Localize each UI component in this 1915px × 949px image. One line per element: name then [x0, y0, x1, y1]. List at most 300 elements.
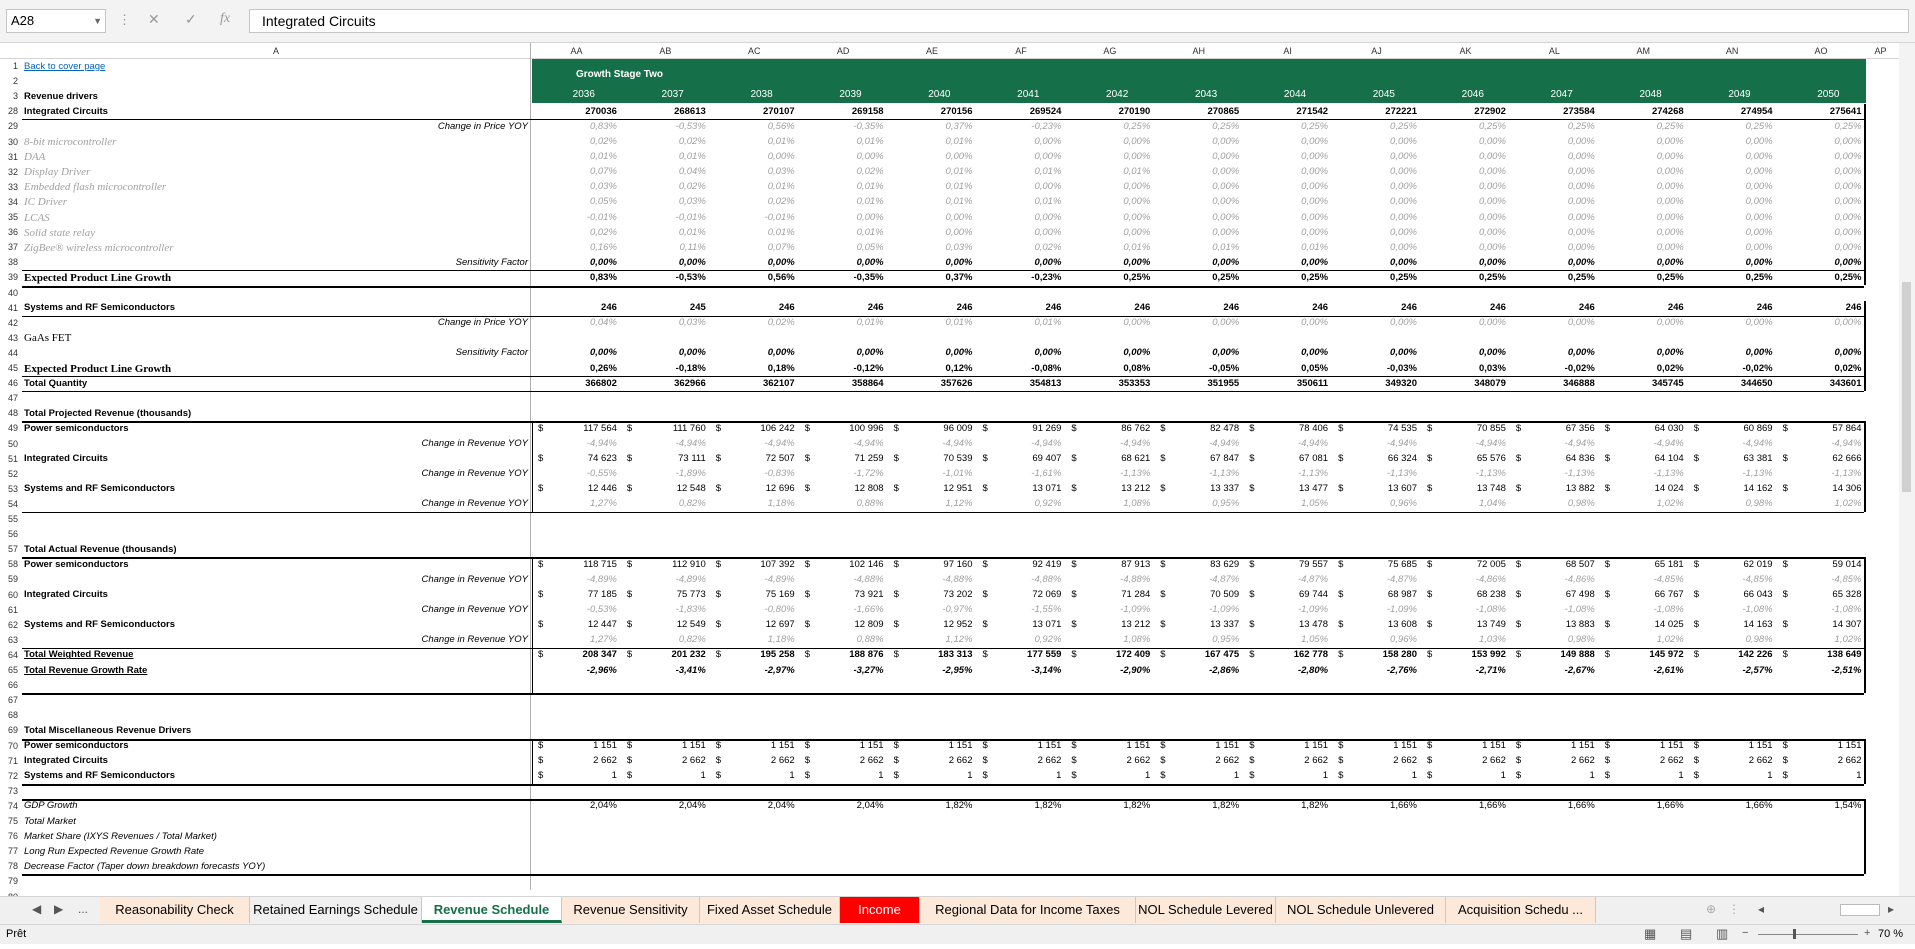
cell-r61-4[interactable]: -0,97% — [942, 604, 973, 616]
cell-r28-5[interactable]: 269524 — [1029, 105, 1062, 117]
cell-r36-9[interactable]: 0,00% — [1390, 211, 1417, 223]
cell-r60-6[interactable]: 71 284 — [1121, 589, 1151, 600]
cell-r37-8[interactable]: 0,00% — [1301, 226, 1329, 238]
row-header[interactable]: 34 — [7, 196, 18, 207]
worksheet-grid[interactable] — [22, 59, 1915, 890]
cell-r45-12[interactable]: 0,02% — [1656, 362, 1684, 374]
cell-r49-11[interactable]: 67 356 — [1565, 422, 1595, 434]
cell-r72-3[interactable]: 1 — [878, 770, 884, 782]
cell-r63-5[interactable]: 0,92% — [1034, 634, 1062, 646]
cell-r28-7[interactable]: 270865 — [1207, 105, 1240, 117]
column-header-ab[interactable]: AB — [659, 46, 672, 56]
cell-r43-6[interactable]: 0,00% — [1123, 317, 1151, 329]
row-header[interactable]: 41 — [7, 302, 18, 313]
enter-icon[interactable]: ✓ — [185, 11, 197, 27]
cell-r34-14[interactable]: 0,00% — [1834, 181, 1862, 193]
cell-r28-6[interactable]: 270190 — [1118, 105, 1151, 117]
cell-r36-13[interactable]: 0,00% — [1745, 211, 1773, 223]
row-header[interactable]: 29 — [7, 121, 18, 132]
row-header[interactable]: 38 — [7, 257, 18, 268]
cell-r31-2[interactable]: 0,01% — [767, 136, 795, 147]
cell-r71-0[interactable]: 2 662 — [593, 755, 617, 767]
cell-r50-2[interactable]: -4,94% — [764, 438, 795, 449]
cell-r52-6[interactable]: -1,13% — [1120, 468, 1151, 480]
row-header[interactable]: 79 — [7, 876, 18, 887]
tabs-more-icon[interactable]: ⋮ — [1728, 902, 1740, 916]
cell-r45-1[interactable]: -0,18% — [675, 362, 706, 374]
cell-r52-10[interactable]: -1,13% — [1475, 468, 1506, 480]
cell-r72-5[interactable]: 1 — [1056, 770, 1062, 782]
cell-r63-8[interactable]: 1,05% — [1301, 634, 1329, 646]
cell-r46-8[interactable]: 350611 — [1296, 377, 1329, 389]
cell-r65-10[interactable]: -2,71% — [1475, 664, 1506, 676]
cell-r58-4[interactable]: 97 160 — [943, 558, 973, 570]
sheet-tab[interactable]: Revenue Sensitivity — [562, 897, 700, 923]
cell-r53-11[interactable]: 13 882 — [1565, 483, 1595, 495]
cell-r60-4[interactable]: 73 202 — [943, 589, 973, 600]
sheet-tab[interactable]: Reasonability Check — [100, 897, 250, 923]
cell-r34-2[interactable]: 0,01% — [767, 181, 795, 193]
cell-r50-11[interactable]: -4,94% — [1564, 438, 1595, 449]
cell-r44-5[interactable]: 0,00% — [1034, 347, 1062, 359]
cell-r44-1[interactable]: 0,00% — [678, 347, 706, 359]
cell-r59-5[interactable]: -4,88% — [1031, 573, 1062, 585]
cell-r64-12[interactable]: 145 972 — [1649, 649, 1684, 661]
cell-r31-6[interactable]: 0,00% — [1123, 136, 1151, 147]
cell-r30-7[interactable]: 0,25% — [1212, 120, 1240, 132]
cell-r71-11[interactable]: 2 662 — [1571, 755, 1595, 767]
sheet-tab[interactable]: NOL Schedule Unlevered — [1276, 897, 1446, 923]
cell-r51-4[interactable]: 70 539 — [943, 453, 973, 465]
cell-r39-13[interactable]: 0,25% — [1745, 271, 1773, 283]
cell-r58-14[interactable]: 59 014 — [1832, 558, 1862, 570]
cell-r54-11[interactable]: 0,98% — [1567, 498, 1595, 510]
cell-r35-3[interactable]: 0,01% — [856, 196, 884, 208]
cell-r43-10[interactable]: 0,00% — [1478, 317, 1506, 329]
sheet-tab[interactable]: Acquisition Schedu ... — [1446, 897, 1596, 923]
cell-r34-6[interactable]: 0,00% — [1123, 181, 1151, 193]
cell-r49-13[interactable]: 60 869 — [1743, 422, 1773, 434]
cell-r33-11[interactable]: 0,00% — [1567, 166, 1595, 178]
cell-r41-9[interactable]: 246 — [1401, 302, 1417, 314]
sheet-tab[interactable]: Income — [840, 897, 920, 923]
cell-r30-4[interactable]: 0,37% — [945, 120, 973, 132]
cell-r44-14[interactable]: 0,00% — [1834, 347, 1862, 359]
cell-r60-10[interactable]: 68 238 — [1476, 589, 1506, 600]
zoom-out-icon[interactable]: − — [1742, 927, 1749, 939]
cell-r45-8[interactable]: 0,05% — [1301, 362, 1329, 374]
cell-r36-7[interactable]: 0,00% — [1212, 211, 1240, 223]
row-header[interactable]: 35 — [7, 212, 18, 222]
cell-r32-14[interactable]: 0,00% — [1834, 151, 1862, 163]
cell-r46-6[interactable]: 353353 — [1118, 377, 1151, 389]
cell-r50-14[interactable]: -4,94% — [1831, 438, 1862, 449]
cell-r51-12[interactable]: 64 104 — [1654, 453, 1684, 465]
cell-r70-11[interactable]: 1 151 — [1571, 740, 1595, 751]
cell-r38-3[interactable]: 0,00% — [856, 256, 884, 268]
cell-r70-10[interactable]: 1 151 — [1482, 740, 1506, 751]
cell-r34-7[interactable]: 0,00% — [1212, 181, 1240, 193]
cell-r59-0[interactable]: -4,89% — [586, 573, 617, 585]
cell-r36-8[interactable]: 0,00% — [1301, 211, 1329, 223]
cell-r36-6[interactable]: 0,00% — [1123, 211, 1151, 223]
cell-r65-9[interactable]: -2,76% — [1386, 664, 1417, 676]
cell-r49-2[interactable]: 106 242 — [760, 422, 795, 434]
cell-r37b-8[interactable]: 0,01% — [1301, 241, 1329, 253]
row-header[interactable]: 47 — [7, 393, 18, 404]
cell-r37b-7[interactable]: 0,01% — [1212, 241, 1240, 253]
cell-r46-12[interactable]: 345745 — [1651, 377, 1684, 389]
row-header[interactable]: 30 — [7, 136, 18, 147]
cell-r59-3[interactable]: -4,88% — [853, 573, 884, 585]
cell-r54-0[interactable]: 1,27% — [589, 498, 617, 510]
cell-r60-14[interactable]: 65 328 — [1832, 589, 1862, 600]
cell-r61-3[interactable]: -1,66% — [853, 604, 884, 616]
cell-r31-12[interactable]: 0,00% — [1656, 136, 1684, 147]
cell-r64-0[interactable]: 208 347 — [582, 649, 617, 661]
cell-r49-5[interactable]: 91 269 — [1032, 422, 1062, 434]
cell-r44-7[interactable]: 0,00% — [1212, 347, 1240, 359]
normal-view-icon[interactable]: ▦ — [1644, 926, 1657, 941]
cell-r65-8[interactable]: -2,80% — [1297, 664, 1329, 676]
cell-r37b-10[interactable]: 0,00% — [1478, 241, 1506, 253]
cell-r32-3[interactable]: 0,00% — [856, 151, 884, 163]
cell-r71-2[interactable]: 2 662 — [770, 755, 795, 767]
row-header[interactable]: 36 — [7, 227, 18, 238]
row-header[interactable]: 54 — [7, 498, 18, 509]
cell-r41-7[interactable]: 246 — [1223, 302, 1240, 314]
cell-r62-4[interactable]: 12 952 — [943, 619, 973, 631]
cell-r33-6[interactable]: 0,01% — [1123, 166, 1151, 178]
cell-r37b-12[interactable]: 0,00% — [1656, 241, 1684, 253]
cell-r50-5[interactable]: -4,94% — [1031, 438, 1062, 449]
cell-r50-1[interactable]: -4,94% — [675, 438, 706, 449]
cell-r74-7[interactable]: 1,82% — [1212, 800, 1240, 812]
column-header-a[interactable]: A — [272, 46, 279, 56]
cell-r45-2[interactable]: 0,18% — [767, 362, 795, 374]
cell-r60-11[interactable]: 67 498 — [1565, 589, 1595, 600]
cell-r32-11[interactable]: 0,00% — [1567, 151, 1595, 163]
cancel-icon[interactable]: ✕ — [148, 11, 160, 27]
cell-r31-5[interactable]: 0,00% — [1034, 136, 1062, 147]
cell-r32-10[interactable]: 0,00% — [1478, 151, 1506, 163]
cell-r65-4[interactable]: -2,95% — [942, 664, 973, 676]
cell-r54-13[interactable]: 0,98% — [1745, 498, 1773, 510]
row-header[interactable]: 58 — [7, 559, 18, 570]
cell-r60-12[interactable]: 66 767 — [1654, 589, 1684, 600]
cell-r71-1[interactable]: 2 662 — [682, 755, 706, 767]
cell-r58-9[interactable]: 75 685 — [1387, 558, 1417, 570]
cell-r39-0[interactable]: 0,83% — [589, 271, 617, 283]
cell-r33-0[interactable]: 0,07% — [589, 166, 617, 178]
cell-r41-2[interactable]: 246 — [778, 302, 795, 314]
cell-r34-1[interactable]: 0,02% — [678, 181, 706, 193]
cell-r34-13[interactable]: 0,00% — [1745, 181, 1773, 193]
cell-r54-7[interactable]: 0,95% — [1212, 498, 1240, 510]
cell-r51-10[interactable]: 65 576 — [1476, 453, 1506, 465]
cell-r63-3[interactable]: 0,88% — [856, 634, 884, 646]
zoom-slider-thumb[interactable] — [1793, 929, 1796, 939]
column-header-aj[interactable]: AJ — [1371, 46, 1382, 56]
cell-r58-11[interactable]: 68 507 — [1565, 558, 1595, 570]
cell-r71-13[interactable]: 2 662 — [1748, 755, 1773, 767]
cell-r32-0[interactable]: 0,01% — [589, 151, 617, 163]
cell-r53-4[interactable]: 12 951 — [943, 483, 973, 495]
cell-r37b-1[interactable]: 0,11% — [679, 241, 706, 253]
h-scroll-left-icon[interactable]: ◂ — [1758, 902, 1765, 916]
cell-r64-14[interactable]: 138 649 — [1827, 649, 1862, 661]
tab-more-button[interactable]: ... — [78, 902, 89, 916]
cell-r36-0[interactable]: -0,01% — [586, 211, 617, 223]
cell-r34-3[interactable]: 0,01% — [856, 181, 884, 193]
cell-r53-9[interactable]: 13 607 — [1387, 483, 1417, 495]
cell-r37b-5[interactable]: 0,02% — [1034, 241, 1062, 253]
cell-r38-12[interactable]: 0,00% — [1656, 256, 1684, 268]
column-header-aa[interactable]: AA — [570, 46, 583, 56]
cell-r44-6[interactable]: 0,00% — [1123, 347, 1151, 359]
cell-r49-9[interactable]: 74 535 — [1387, 422, 1417, 434]
cell-r63-9[interactable]: 0,96% — [1390, 634, 1417, 646]
cell-r71-6[interactable]: 2 662 — [1126, 755, 1151, 767]
cell-r58-13[interactable]: 62 019 — [1743, 558, 1773, 570]
cell-r62-1[interactable]: 12 549 — [676, 619, 706, 631]
cell-r52-0[interactable]: -0,55% — [586, 468, 617, 480]
cell-r31-4[interactable]: 0,01% — [945, 136, 973, 147]
cell-r65-6[interactable]: -2,90% — [1120, 664, 1151, 676]
cell-r39-3[interactable]: -0,35% — [853, 271, 884, 283]
cell-r38-6[interactable]: 0,00% — [1123, 256, 1151, 268]
cell-r46-0[interactable]: 366802 — [585, 377, 617, 389]
cell-r46-1[interactable]: 362966 — [674, 377, 706, 389]
cell-r50-8[interactable]: -4,94% — [1297, 438, 1329, 449]
cell-r58-6[interactable]: 87 913 — [1121, 558, 1151, 570]
row-header[interactable]: 74 — [7, 800, 18, 811]
cell-r37-4[interactable]: 0,00% — [945, 226, 973, 238]
cell-r35-6[interactable]: 0,00% — [1123, 196, 1151, 208]
cell-r74-11[interactable]: 1,66% — [1567, 800, 1595, 812]
cell-r60-8[interactable]: 69 744 — [1299, 589, 1329, 600]
cell-r58-1[interactable]: 112 910 — [672, 558, 706, 570]
cell-r31-9[interactable]: 0,00% — [1390, 136, 1417, 147]
cell-r52-8[interactable]: -1,13% — [1297, 468, 1329, 480]
cell-r53-1[interactable]: 12 548 — [676, 483, 706, 495]
cell-r52-4[interactable]: -1,01% — [942, 468, 973, 480]
cell-r45-10[interactable]: 0,03% — [1478, 362, 1506, 374]
cell-r35-11[interactable]: 0,00% — [1567, 196, 1595, 208]
cell-r72-7[interactable]: 1 — [1233, 770, 1240, 782]
cell-r34-8[interactable]: 0,00% — [1301, 181, 1329, 193]
cell-r31-14[interactable]: 0,00% — [1834, 136, 1862, 147]
cell-r64-13[interactable]: 142 226 — [1738, 649, 1773, 661]
cell-r28-11[interactable]: 273584 — [1563, 105, 1595, 117]
zoom-level[interactable]: 70 % — [1878, 928, 1904, 940]
cell-r43-2[interactable]: 0,02% — [767, 317, 795, 329]
row-header[interactable]: 69 — [7, 725, 18, 736]
cell-r43-1[interactable]: 0,03% — [678, 317, 706, 329]
cell-r72-0[interactable]: 1 — [611, 770, 617, 782]
sheet-tab[interactable]: Retained Earnings Schedule — [250, 897, 422, 923]
cell-r52-1[interactable]: -1,89% — [675, 468, 706, 480]
row-header[interactable]: 2 — [12, 76, 18, 87]
cell-r44-3[interactable]: 0,00% — [856, 347, 884, 359]
row-header[interactable]: 55 — [7, 514, 18, 524]
cell-r35-13[interactable]: 0,00% — [1745, 196, 1773, 208]
cell-r60-13[interactable]: 66 043 — [1743, 589, 1773, 600]
cell-r39-8[interactable]: 0,25% — [1301, 271, 1329, 283]
cell-r28-1[interactable]: 268613 — [674, 105, 706, 117]
cell-r39-11[interactable]: 0,25% — [1567, 271, 1595, 283]
cell-r59-9[interactable]: -4,87% — [1386, 573, 1417, 585]
cell-r38-14[interactable]: 0,00% — [1834, 256, 1862, 268]
cell-r28-2[interactable]: 270107 — [762, 105, 795, 117]
cell-r65-11[interactable]: -2,67% — [1564, 664, 1595, 676]
row-header[interactable]: 43 — [7, 332, 18, 343]
cell-r61-12[interactable]: -1,08% — [1653, 604, 1684, 616]
cell-r28-4[interactable]: 270156 — [940, 105, 973, 117]
row-header[interactable]: 32 — [7, 166, 18, 177]
back-to-cover-link[interactable]: Back to cover page — [24, 60, 106, 72]
row-header[interactable]: 73 — [7, 785, 18, 796]
cell-r39-6[interactable]: 0,25% — [1123, 271, 1151, 283]
column-header-ap[interactable]: AP — [1874, 46, 1887, 56]
row-header[interactable]: 45 — [7, 363, 18, 373]
cell-r37b-3[interactable]: 0,05% — [856, 241, 884, 253]
cell-r59-6[interactable]: -4,88% — [1120, 573, 1151, 585]
row-header[interactable]: 62 — [7, 619, 18, 630]
cell-r32-5[interactable]: 0,00% — [1034, 151, 1062, 163]
cell-r53-6[interactable]: 13 212 — [1121, 483, 1151, 495]
cell-r59-8[interactable]: -4,87% — [1297, 573, 1329, 585]
cell-r65-13[interactable]: -2,57% — [1742, 664, 1773, 676]
cell-r54-6[interactable]: 1,08% — [1123, 498, 1151, 510]
cell-r61-10[interactable]: -1,08% — [1475, 604, 1506, 616]
cell-r54-2[interactable]: 1,18% — [767, 498, 795, 510]
cell-r62-10[interactable]: 13 749 — [1476, 619, 1506, 631]
cell-r43-9[interactable]: 0,00% — [1390, 317, 1417, 329]
cell-r39-10[interactable]: 0,25% — [1478, 271, 1506, 283]
cell-r59-10[interactable]: -4,86% — [1475, 573, 1506, 585]
horizontal-scroll-thumb[interactable] — [1840, 904, 1880, 916]
cell-r37-14[interactable]: 0,00% — [1834, 226, 1862, 238]
cell-r65-2[interactable]: -2,97% — [764, 664, 795, 676]
cell-r59-1[interactable]: -4,89% — [675, 573, 706, 585]
cell-r34-11[interactable]: 0,00% — [1567, 181, 1595, 193]
cell-r31-1[interactable]: 0,02% — [678, 136, 706, 147]
cell-r53-7[interactable]: 13 337 — [1210, 483, 1240, 495]
sheet-tab[interactable]: Regional Data for Income Taxes — [920, 897, 1136, 923]
cell-r70-13[interactable]: 1 151 — [1748, 740, 1773, 751]
row-header[interactable]: 31 — [7, 151, 18, 162]
cell-r32-4[interactable]: 0,00% — [945, 151, 973, 163]
cell-r28-9[interactable]: 272221 — [1385, 105, 1417, 117]
cell-r53-13[interactable]: 14 162 — [1743, 483, 1773, 495]
row-header[interactable]: 1 — [12, 61, 18, 71]
cell-r74-1[interactable]: 2,04% — [678, 800, 706, 812]
cell-r74-6[interactable]: 1,82% — [1123, 800, 1151, 812]
name-box[interactable] — [6, 9, 106, 33]
cell-r63-7[interactable]: 0,95% — [1212, 634, 1240, 646]
cell-r44-8[interactable]: 0,00% — [1301, 347, 1329, 359]
cell-r51-11[interactable]: 64 836 — [1565, 453, 1595, 465]
zoom-in-icon[interactable]: + — [1864, 927, 1871, 939]
cell-r74-0[interactable]: 2,04% — [589, 800, 617, 812]
row-header[interactable]: 40 — [7, 287, 18, 298]
cell-r51-6[interactable]: 68 621 — [1121, 453, 1151, 465]
column-header-af[interactable]: AF — [1015, 46, 1027, 56]
cell-r38-1[interactable]: 0,00% — [678, 256, 706, 268]
cell-r33-1[interactable]: 0,04% — [678, 166, 706, 178]
cell-r44-2[interactable]: 0,00% — [767, 347, 795, 359]
cell-r45-13[interactable]: -0,02% — [1742, 362, 1773, 374]
cell-r74-5[interactable]: 1,82% — [1034, 800, 1062, 812]
cell-r30-10[interactable]: 0,25% — [1478, 120, 1506, 132]
cell-r34-12[interactable]: 0,00% — [1656, 181, 1684, 193]
cell-r64-10[interactable]: 153 992 — [1471, 649, 1506, 661]
row-header[interactable]: 77 — [7, 846, 18, 857]
cell-r64-11[interactable]: 149 888 — [1560, 649, 1595, 661]
cell-r74-14[interactable]: 1,54% — [1834, 800, 1862, 812]
cell-r37-7[interactable]: 0,00% — [1212, 226, 1240, 238]
cell-r46-2[interactable]: 362107 — [762, 377, 795, 389]
cell-r45-6[interactable]: 0,08% — [1123, 362, 1151, 374]
cell-r60-1[interactable]: 75 773 — [676, 589, 706, 600]
row-header[interactable]: 64 — [7, 649, 18, 660]
cell-r44-9[interactable]: 0,00% — [1390, 347, 1417, 359]
cell-r33-2[interactable]: 0,03% — [767, 166, 795, 178]
cell-r37-9[interactable]: 0,00% — [1390, 226, 1417, 238]
tab-scroll-right-icon[interactable]: ▶ — [54, 902, 64, 916]
sheet-tab[interactable]: NOL Schedule Levered — [1136, 897, 1276, 923]
cell-r45-11[interactable]: -0,02% — [1564, 362, 1595, 374]
sheet-tab[interactable]: Revenue Schedule — [422, 897, 562, 923]
cell-r60-7[interactable]: 70 509 — [1210, 589, 1240, 600]
cell-r65-3[interactable]: -3,27% — [853, 664, 884, 676]
cell-r35-10[interactable]: 0,00% — [1478, 196, 1506, 208]
cell-r32-7[interactable]: 0,00% — [1212, 151, 1240, 163]
cell-r35-5[interactable]: 0,01% — [1034, 196, 1062, 208]
cell-r62-3[interactable]: 12 809 — [854, 619, 884, 631]
cell-r37-12[interactable]: 0,00% — [1656, 226, 1684, 238]
cell-r64-6[interactable]: 172 409 — [1115, 649, 1151, 661]
cell-r30-6[interactable]: 0,25% — [1123, 120, 1151, 132]
cell-r38-8[interactable]: 0,00% — [1301, 256, 1329, 268]
cell-r34-9[interactable]: 0,00% — [1390, 181, 1417, 193]
cell-r50-0[interactable]: -4,94% — [586, 438, 617, 449]
cell-r51-14[interactable]: 62 666 — [1832, 453, 1862, 465]
cell-r52-7[interactable]: -1,13% — [1209, 468, 1240, 480]
cell-r46-4[interactable]: 357626 — [940, 377, 973, 389]
cell-r45-4[interactable]: 0,12% — [945, 362, 973, 374]
cell-r46-11[interactable]: 346888 — [1563, 377, 1595, 389]
cell-r61-7[interactable]: -1,09% — [1209, 604, 1240, 616]
cell-r71-5[interactable]: 2 662 — [1037, 755, 1062, 767]
row-header[interactable]: 28 — [7, 106, 18, 117]
cell-r72-4[interactable]: 1 — [967, 770, 973, 782]
row-header[interactable]: 39 — [7, 272, 18, 283]
column-header-al[interactable]: AL — [1548, 46, 1560, 56]
row-header[interactable]: 52 — [7, 468, 18, 479]
cell-r72-9[interactable]: 1 — [1411, 770, 1417, 782]
cell-r71-10[interactable]: 2 662 — [1482, 755, 1506, 767]
row-header[interactable]: 57 — [7, 544, 18, 555]
cell-r43-0[interactable]: 0,04% — [589, 317, 617, 329]
cell-r64-9[interactable]: 158 280 — [1382, 649, 1417, 661]
cell-r50-7[interactable]: -4,94% — [1209, 438, 1240, 449]
cell-r36-10[interactable]: 0,00% — [1478, 211, 1506, 223]
cell-r41-4[interactable]: 246 — [956, 302, 973, 314]
cell-r43-7[interactable]: 0,00% — [1212, 317, 1240, 329]
cell-r62-9[interactable]: 13 608 — [1387, 619, 1417, 631]
